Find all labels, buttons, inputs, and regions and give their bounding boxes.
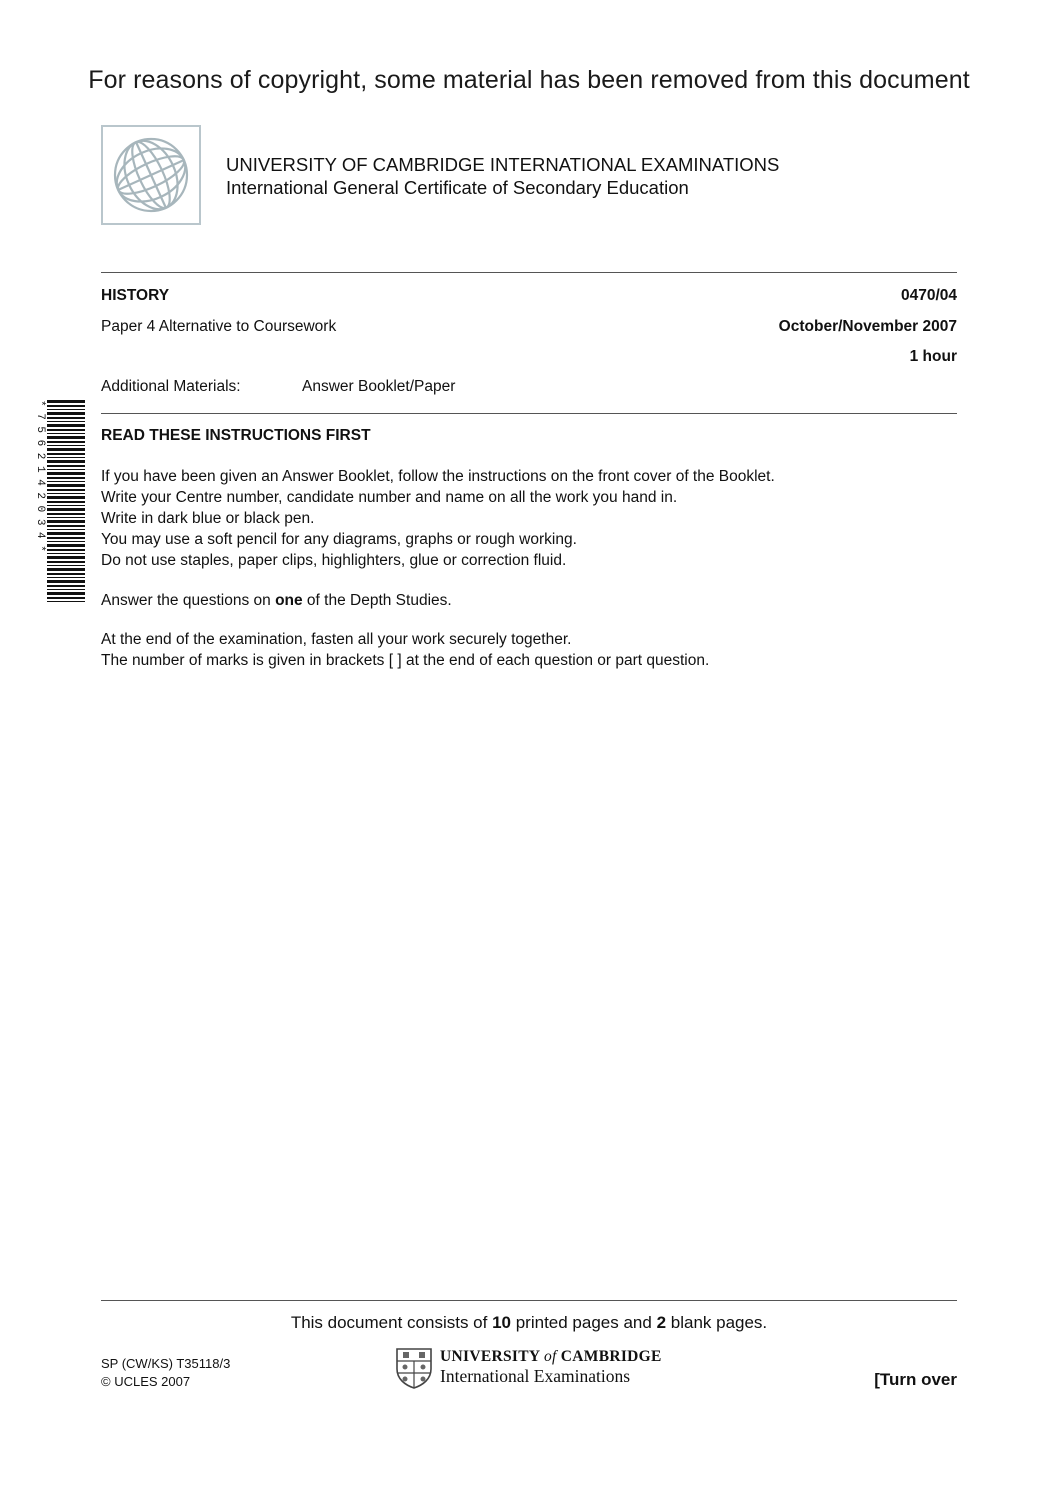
instruction-list [101, 466, 775, 571]
emphasis-one: one [275, 592, 303, 609]
barcode-graphic [34, 398, 86, 604]
materials-value: Answer Booklet/Paper [302, 378, 456, 395]
globe-icon [103, 127, 199, 223]
instruction-line: At the end of the examination, fasten all your work securely together. [101, 631, 572, 648]
instruction-line: Write your Centre number, candidate number and name on all the work you hand in. [101, 489, 678, 506]
copyright-line: © UCLES 2007 [101, 1374, 191, 1389]
turn-over-label: [Turn over [874, 1370, 957, 1389]
instruction-line: The number of marks is given in brackets [ ] at the end of each question or part question. [101, 652, 710, 669]
instructions-heading: READ THESE INSTRUCTIONS FIRST [101, 427, 371, 444]
answer-instruction: Answer the questions on one of the Depth Studies. [101, 592, 452, 609]
barcode [34, 398, 86, 604]
divider [101, 413, 957, 414]
qualification-title: International General Certificate of Secondary Education [226, 177, 689, 198]
board-title: UNIVERSITY OF CAMBRIDGE INTERNATIONAL EXAMINATIONS [226, 154, 780, 175]
syllabus-code: 0470/04 [900, 287, 957, 304]
exam-session: October/November 2007 [778, 318, 957, 335]
end-instructions [101, 629, 709, 671]
instruction-line: Write in dark blue or black pen. [101, 510, 315, 527]
footer-divider [101, 1300, 957, 1301]
subject: HISTORY [101, 287, 170, 304]
university-name: UNIVERSITY of CAMBRIDGE [440, 1348, 662, 1365]
instruction-line: If you have been given an Answer Booklet, follow the instructions on the front cover of the Booklet. [101, 468, 775, 485]
materials-label: Additional Materials: [101, 378, 241, 395]
crest-icon [395, 1347, 433, 1389]
page-count-note: This document consists of 10 printed pages and 2 blank pages. [290, 1313, 768, 1332]
barcode-digits: * 7 5 6 2 1 4 2 0 3 4 * [34, 400, 46, 552]
instruction-line: Do not use staples, paper clips, highlighters, glue or correction fluid. [101, 552, 567, 569]
document-reference [101, 1355, 230, 1391]
paper-title: Paper 4 Alternative to Coursework [101, 318, 337, 335]
university-subtitle: International Examinations [440, 1366, 631, 1386]
globe-logo [101, 125, 201, 225]
exam-duration: 1 hour [909, 348, 957, 365]
divider [101, 272, 957, 273]
ref-code: SP (CW/KS) T35118/3 [101, 1356, 231, 1371]
instruction-line: You may use a soft pencil for any diagrams, graphs or rough working. [101, 531, 577, 548]
copyright-notice: For reasons of copyright, some material has been removed from this document [88, 66, 970, 94]
